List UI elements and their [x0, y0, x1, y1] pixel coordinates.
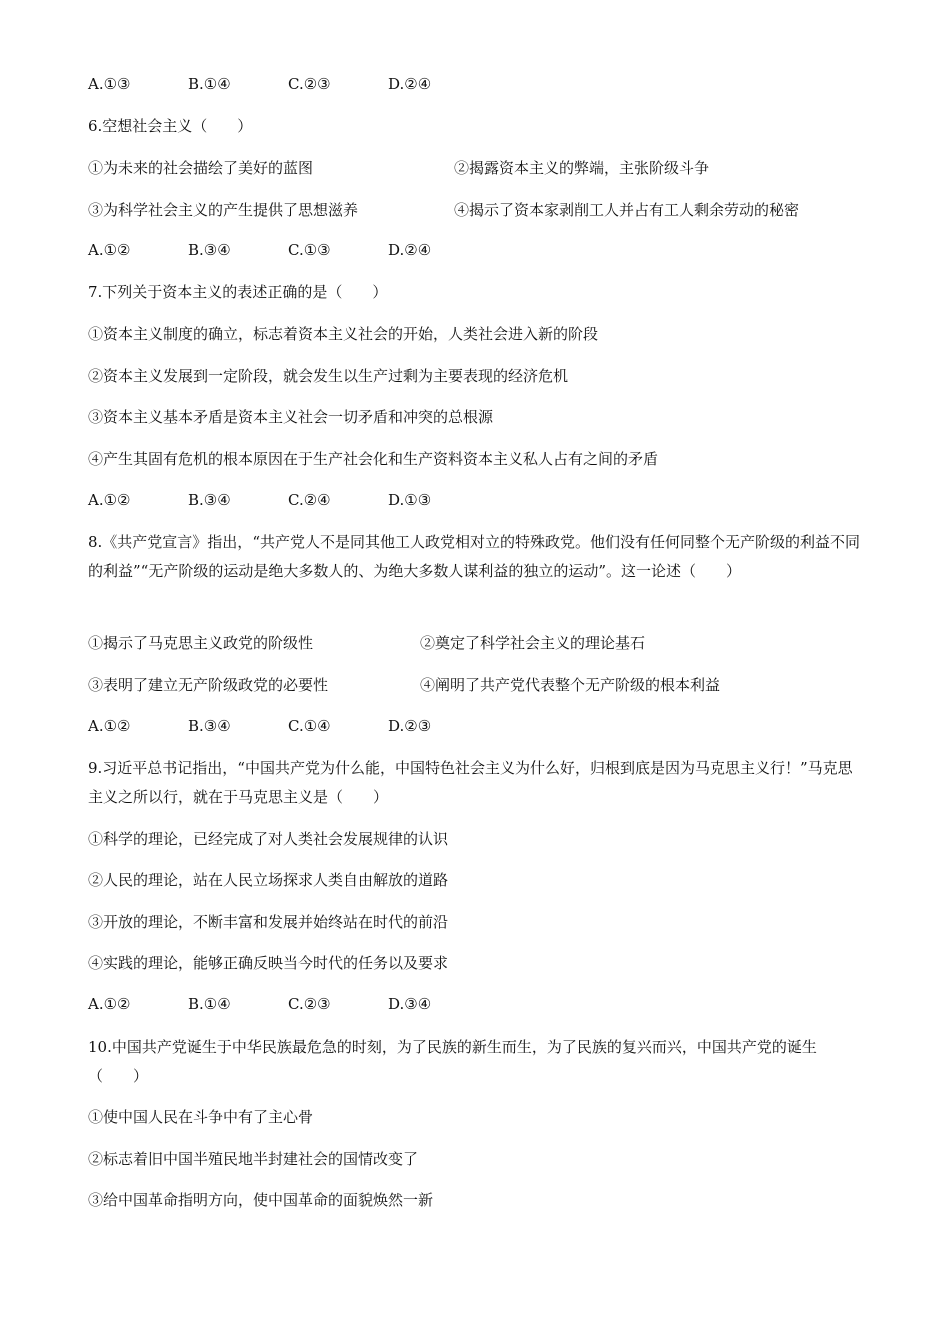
- answer-option[interactable]: A.①②: [88, 491, 131, 509]
- question-stem: 7.下列关于资本主义的表述正确的是（ ）: [88, 283, 388, 301]
- answer-option[interactable]: C.①③: [288, 241, 331, 259]
- answer-option[interactable]: C.①④: [288, 717, 331, 735]
- answer-option[interactable]: D.③④: [388, 995, 432, 1013]
- statement: ②揭露资本主义的弊端，主张阶级斗争: [454, 159, 710, 177]
- statement: ③表明了建立无产阶级政党的必要性: [88, 676, 329, 694]
- statement: ②资本主义发展到一定阶段，就会发生以生产过剩为主要表现的经济危机: [88, 367, 569, 385]
- statement: ③资本主义基本矛盾是资本主义社会一切矛盾和冲突的总根源: [88, 408, 494, 426]
- question-stem: 9.习近平总书记指出，“中国共产党为什么能，中国特色社会主义为什么好，归根到底是因为马克思主义行！”马克思主义之所以行，就在于马克思主义是（ ）: [88, 759, 853, 806]
- statement: ①资本主义制度的确立，标志着资本主义社会的开始，人类社会进入新的阶段: [88, 325, 599, 343]
- answer-option[interactable]: B.①④: [188, 995, 231, 1013]
- question-stem: 6.空想社会主义（ ）: [88, 117, 253, 135]
- answer-option[interactable]: A.①②: [88, 241, 131, 259]
- answer-option[interactable]: D.①③: [388, 491, 432, 509]
- answer-option[interactable]: A.①②: [88, 717, 131, 735]
- statement: ②人民的理论，站在人民立场探求人类自由解放的道路: [88, 871, 449, 889]
- statement: ①科学的理论，已经完成了对人类社会发展规律的认识: [88, 830, 449, 848]
- answer-option[interactable]: D.②③: [388, 717, 432, 735]
- statement: ②奠定了科学社会主义的理论基石: [420, 634, 646, 652]
- answer-option[interactable]: B.①④: [188, 75, 231, 93]
- answer-option[interactable]: B.③④: [188, 241, 231, 259]
- answer-option[interactable]: C.②③: [288, 75, 331, 93]
- answer-option[interactable]: C.②③: [288, 995, 331, 1013]
- statement: ①揭示了马克思主义政党的阶级性: [88, 634, 314, 652]
- statement: ③为科学社会主义的产生提供了思想滋养: [88, 201, 359, 219]
- statement: ④阐明了共产党代表整个无产阶级的根本利益: [420, 676, 721, 694]
- statement: ①为未来的社会描绘了美好的蓝图: [88, 159, 314, 177]
- q9-answer-options: [88, 992, 488, 1016]
- q5-answer-options: [88, 72, 488, 96]
- answer-option[interactable]: A.①②: [88, 995, 131, 1013]
- answer-option[interactable]: D.②④: [388, 241, 432, 259]
- q8-answer-options: [88, 714, 488, 738]
- statement: ①使中国人民在斗争中有了主心骨: [88, 1108, 314, 1126]
- question-stem: 10.中国共产党诞生于中华民族最危急的时刻，为了民族的新生而生，为了民族的复兴而兴，中国共产党的诞生（ ）: [88, 1038, 817, 1085]
- q6-answer-options: [88, 238, 488, 262]
- answer-option[interactable]: B.③④: [188, 491, 231, 509]
- answer-option[interactable]: B.③④: [188, 717, 231, 735]
- statement: ②标志着旧中国半殖民地半封建社会的国情改变了: [88, 1150, 419, 1168]
- statement: ④揭示了资本家剥削工人并占有工人剩余劳动的秘密: [454, 201, 800, 219]
- answer-option[interactable]: C.②④: [288, 491, 331, 509]
- answer-option[interactable]: A.①③: [88, 75, 131, 93]
- statement: ③给中国革命指明方向，使中国革命的面貌焕然一新: [88, 1191, 434, 1209]
- question-stem: 8.《共产党宣言》指出，“共产党人不是同其他工人政党相对立的特殊政党。他们没有任何同整个无产阶级的利益不同的利益”“无产阶级的运动是绝大多数人的、为绝大多数人谋利益的独立的运动”。这一论述（ ）: [88, 533, 860, 580]
- statement: ④产生其固有危机的根本原因在于生产社会化和生产资料资本主义私人占有之间的矛盾: [88, 450, 659, 468]
- statement: ④实践的理论，能够正确反映当今时代的任务以及要求: [88, 954, 449, 972]
- answer-option[interactable]: D.②④: [388, 75, 432, 93]
- statement: ③开放的理论，不断丰富和发展并始终站在时代的前沿: [88, 913, 449, 931]
- q7-answer-options: [88, 488, 488, 512]
